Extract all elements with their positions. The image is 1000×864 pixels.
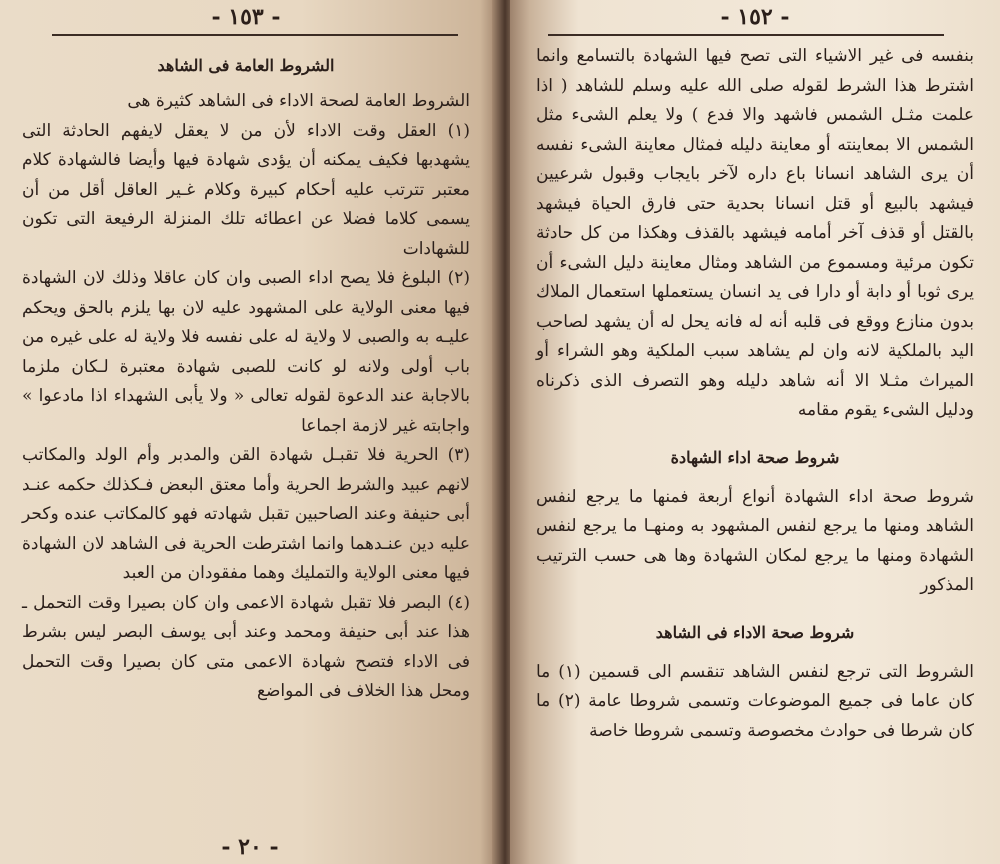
section-heading-witness-conditions: شروط صحة الاداء فى الشاهد [655,622,855,642]
section-title-general-conditions: الشروط العامة فى الشاهد [157,56,335,75]
page-footer-number: - ٢٠ - [221,834,279,860]
section-heading-testimony-validity: شروط صحة اداء الشهادة [670,447,840,467]
paragraph-condition-types: شروط صحة اداء الشهادة أنواع أربعة فمنها ما يرجع لنفس الشاهد ومنها ما يرجع لنفس المشهود به ومنهـا ما يرجع لنفس الشهادة ومنها ما يرجع لمكان الشهادة وها هى حسب الترتيب المذكور [536,486,974,595]
paragraph-witness-observation: بنفسه فى غير الاشياء التى تصح فيها الشهادة بالتسامع وانما اشترط هذا الشرط لقوله صلى الله عليه وسلم للشاهد ( اذا علمت مثـل الشمس فاشهد والا فدع ) ولا يعلم الشىء مثل الشمس الا بمعاينته أو معاينة دليله فمثال معاينة الشىء نفسه أن يرى الشاهد انسانا باع داره لآخر بايجاب وقبول شرعيين فيشهد بالبيع أو قتل انسانا بحدية حتى فارق الحياة فيشهد بالقتل أو قذف آخر أمامه فيشهد بالقذف وهكذا من كل حادثة تكون مرئية ومسموع من الشاهد ومثال معاينة دليل الشىء أن يرى ثوبا أو دابة أو دارا فى يد انسان يستعملها استعمال الملاك بدون منازع ووقع فى قلبه أنه له فانه يحل له أن يشهد لصاحب اليد بالملكية لانه وان لم يشاهد سبب الملكية وهو الشراء أو الميراث مثـلا الا أنه شاهد دليله وهو التصرف الذى ذكرناه ودليل الشىء يقوم مقامه [536,46,974,420]
paragraph-intro: الشروط العامة لصحة الاداء فى الشاهد كثيرة هى [127,91,470,111]
right-page [510,0,1000,864]
header-rule-left [52,34,458,36]
paragraph-sanity: (١) العقل وقت الاداء لأن من لا يعقل لايفهم الحادثة التى يشهدبها فكيف يمكنه أن يؤدى شهادة فيها وأيضا فالشهادة كلام معتبر تترتب عليه أحكام كبيرة وكلام غـير العاقل أقل من أن يسمى كلاما فضلا عن اعطائه تلك المنزلة الرفيعة التى تكون للشهادات [22,120,470,259]
paragraph-witness-categories: الشروط التى ترجع لنفس الشاهد تنقسم الى قسمين (١) ما كان عاما فى جميع الموضوعات وتسمى شروطا عامة (٢) ما كان شرطا فى حوادث مخصوصة وتسمى شروطا خاصة [536,661,974,741]
page-number-right: - ١٥٢ - [720,4,790,30]
page-number-left: - ١٥٣ - [211,4,281,30]
paragraph-freedom: (٣) الحرية فلا تقبـل شهادة القن والمدبر وأم الولد والمكاتب لانهم عبيد والشرط الحرية وأما معتق البعض فـكذلك حكمه عنـد أبى حنيفة وعند الصاحبين تقبل شهادته فهو كالمكاتب عنده وكحر عليه دين عنـدهما وانما اشترطت الحرية فى الشاهد لان الشهادة فيها معنى الولاية والتمليك وهما مفقودان من العبد [22,445,470,583]
paragraph-sight: (٤) البصر فلا تقبل شهادة الاعمى وان كان بصيرا وقت التحمل ـ هذا عند أبى حنيفة ومحمد وعند أبى يوسف البصر ليس بشرط فى الاداء فتصح شهادة الاعمى متى كان بصيرا وقت التحمل ومحل هذا الخلاف فى المواضع [22,592,470,701]
paragraph-puberty: (٢) البلوغ فلا يصح اداء الصبى وان كان عاقلا وذلك لان الشهادة فيها معنى الولاية على المشهود عليه لان بها يلزم بالحق ويحكم عليـه به والصبى لا ولاية له على نفسه فلا ولاية له على غيره من باب أولى ولانه لو كانت للصبى شهادة معتبرة لـكان ملزما بالاجابة عند الدعوة لقوله تعالى « ولا يأبى الشهداء اذا مادعوا » واجابته غير لازمة اجماعا [22,268,470,436]
